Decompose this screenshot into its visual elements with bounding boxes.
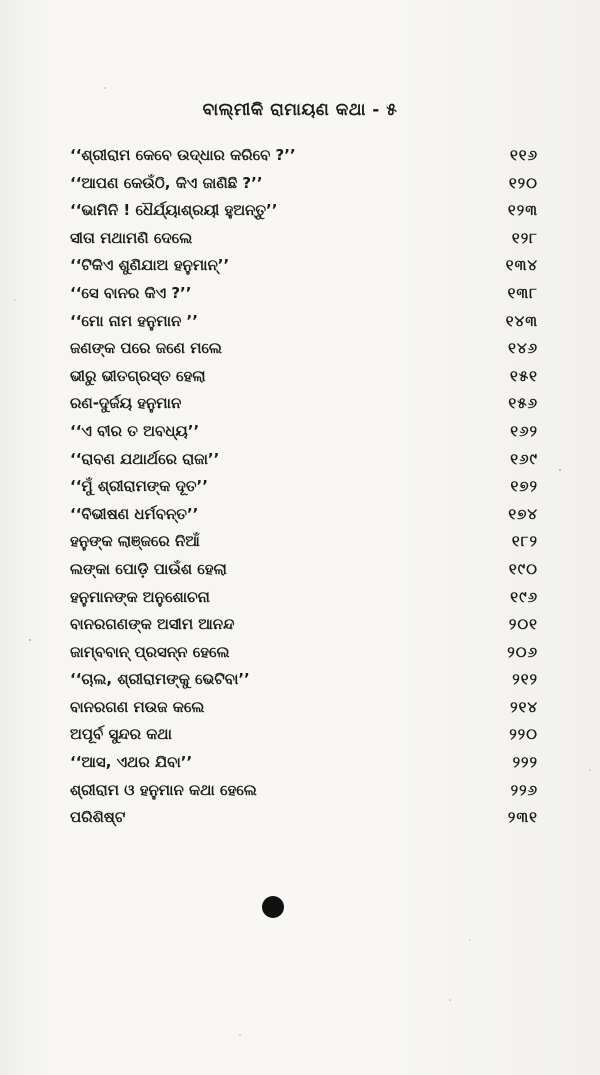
toc-entry-title: ‘‘ଏ ବୀର ତ ଅବଧ୍ୟ’’ [70, 421, 200, 440]
toc-entry [70, 197, 538, 225]
toc-entry-title: ଜାମ୍ବବାନ୍ ପ୍ରସନ୍ନ ହେଲେ [70, 642, 230, 661]
toc-entry [70, 611, 538, 639]
toc-entry [70, 280, 538, 308]
toc-entry-page: ୧୮୨ [511, 532, 538, 551]
toc-entry-page: ୨୨୨ [512, 753, 538, 772]
toc-entry-title: ହନୁମାନଙ୍କ ଅନୁଶୋଚନା [70, 587, 210, 606]
toc-entry-page: ୧୭୨ [510, 477, 538, 496]
toc-entry-page: ୨୦୬ [507, 642, 538, 661]
toc-entry [70, 556, 538, 584]
toc-entry-page: ୧୫୧ [510, 366, 538, 385]
toc-entry-title: ଅପୂର୍ବ ସୁନ୍ଦର କଥା [70, 725, 172, 744]
toc-entry-title: ହନୁଙ୍କ ଲାଞ୍ଜରେ ନିଆଁ [70, 532, 200, 551]
toc-entry-title: ବାନରଗଣଙ୍କ ଅସୀମ ଆନନ୍ଦ [70, 615, 235, 634]
toc-entry [70, 170, 538, 198]
toc-entry-title: ‘‘ସେ ବାନର କିଏ ?’’ [70, 283, 192, 302]
toc-entry-title: ‘‘ଚାଲ, ଶ୍ରୀରାମଙ୍କୁ ଭେଟିବା’’ [70, 670, 250, 689]
toc-entry [70, 804, 538, 832]
toc-entry-title: ଲଙ୍କା ପୋଡ଼ି ପାଉଁଶ ହେଲା [70, 559, 227, 578]
toc-entry [70, 225, 538, 253]
toc-entry-page: ୧୭୪ [508, 504, 538, 523]
toc-entry [70, 749, 538, 777]
toc-entry-title: ‘‘ରାବଣ ଯଥାର୍ଥରେ ରାଜା’’ [70, 449, 220, 468]
toc-entry [70, 418, 538, 446]
toc-entry [70, 528, 538, 556]
toc-entry [70, 308, 538, 336]
toc-entry-page: ୧୨୦ [508, 173, 538, 192]
toc-entry-title: ‘‘ବିଭୀଷଣ ଧର୍ମବନ୍ତ’’ [70, 504, 199, 523]
toc-entry [70, 639, 538, 667]
toc-entry-title: ରଣ-ଦୁର୍ଜୟ ହନୁମାନ [70, 394, 182, 413]
toc-entry [70, 446, 538, 474]
toc-entry-page: ୨୨୬ [510, 780, 538, 799]
toc-entry [70, 694, 538, 722]
toc-entry-title: ‘‘ଆପଣ କେଉଁଠି, କିଏ ଜାଣିଛି ?’’ [70, 173, 263, 192]
toc-entry-page: ୨୧୨ [512, 670, 538, 689]
toc-entry [70, 584, 538, 612]
toc-entry-title: ଜଣଙ୍କ ପରେ ଜଣେ ମଲେ [70, 339, 222, 358]
toc-entry-title: ବାନରଗଣ ମଉଜ କଲେ [70, 697, 205, 716]
toc-entry-title: ‘‘ମୁଁ ଶ୍ରୀରାମଙ୍କ ଦୂତ’’ [70, 477, 208, 496]
toc-entry-page: ୧୯୦ [508, 559, 538, 578]
table-of-contents [70, 142, 538, 832]
toc-entry-title: ‘‘ଟିକିଏ ଶୁଣିଯାଅ ହନୁମାନ୍’’ [70, 256, 230, 275]
toc-entry-page: ୨୧୪ [510, 697, 538, 716]
toc-entry [70, 501, 538, 529]
toc-entry-page: ୧୯୬ [510, 587, 538, 606]
toc-entry [70, 777, 538, 805]
toc-entry-page: ୨୩୧ [507, 808, 538, 827]
toc-entry-page: ୧୪୩ [505, 311, 538, 330]
toc-entry-page: ୧୨୮ [511, 228, 538, 247]
toc-entry [70, 666, 538, 694]
toc-entry [70, 142, 538, 170]
toc-entry-title: ‘‘ଶ୍ରୀରାମ କେବେ ଉଦ୍ଧାର କରିବେ ?’’ [70, 146, 296, 164]
toc-entry-page: ୧୬୨ [510, 421, 538, 440]
toc-entry [70, 390, 538, 418]
toc-entry-page: ୧୨୩ [507, 201, 538, 220]
toc-entry-page: ୨୨୦ [509, 725, 538, 744]
toc-entry-title: ‘‘ମୋ ନାମ ହନୁମାନ ’’ [70, 311, 198, 330]
toc-entry [70, 335, 538, 363]
toc-entry-page: ୧୩୪ [505, 256, 538, 275]
toc-entry [70, 252, 538, 280]
toc-entry-page: ୧୬୯ [510, 449, 538, 468]
toc-entry-title: ‘‘ଭାମିନି ! ଧୈର୍ଯ୍ୟାଶ୍ରୟୀ ହୁଅନ୍ତୁ’’ [70, 201, 278, 220]
toc-entry-page: ୨୦୧ [508, 615, 538, 634]
toc-entry [70, 721, 538, 749]
toc-entry-page: ୧୫୬ [508, 394, 538, 413]
toc-entry [70, 363, 538, 391]
toc-entry-page: ୧୧୬ [509, 146, 538, 164]
toc-entry-page: ୧୩୮ [507, 283, 538, 302]
toc-entry-title: ‘‘ଆସ, ଏଥର ଯିବା’’ [70, 753, 193, 772]
toc-entry-title: ସୀତା ମଥାମଣି ଦେଲେ [70, 228, 193, 247]
toc-entry [70, 473, 538, 501]
toc-entry-title: ଶ୍ରୀରାମ ଓ ହନୁମାନ କଥା ହେଲେ [70, 780, 257, 799]
toc-entry-page: ୧୪୬ [508, 339, 538, 358]
toc-entry-title: ପରିଶିଷ୍ଟ [70, 808, 126, 827]
page-header: ବାଲ୍ମୀକି ରାମାୟଣ କଥା - ୫ [202, 100, 398, 120]
end-ornament-dot [262, 896, 284, 918]
toc-entry-title: ଭୀରୁ ଭୀତଗ୍ରସ୍ତ ହେଲା [70, 366, 206, 385]
